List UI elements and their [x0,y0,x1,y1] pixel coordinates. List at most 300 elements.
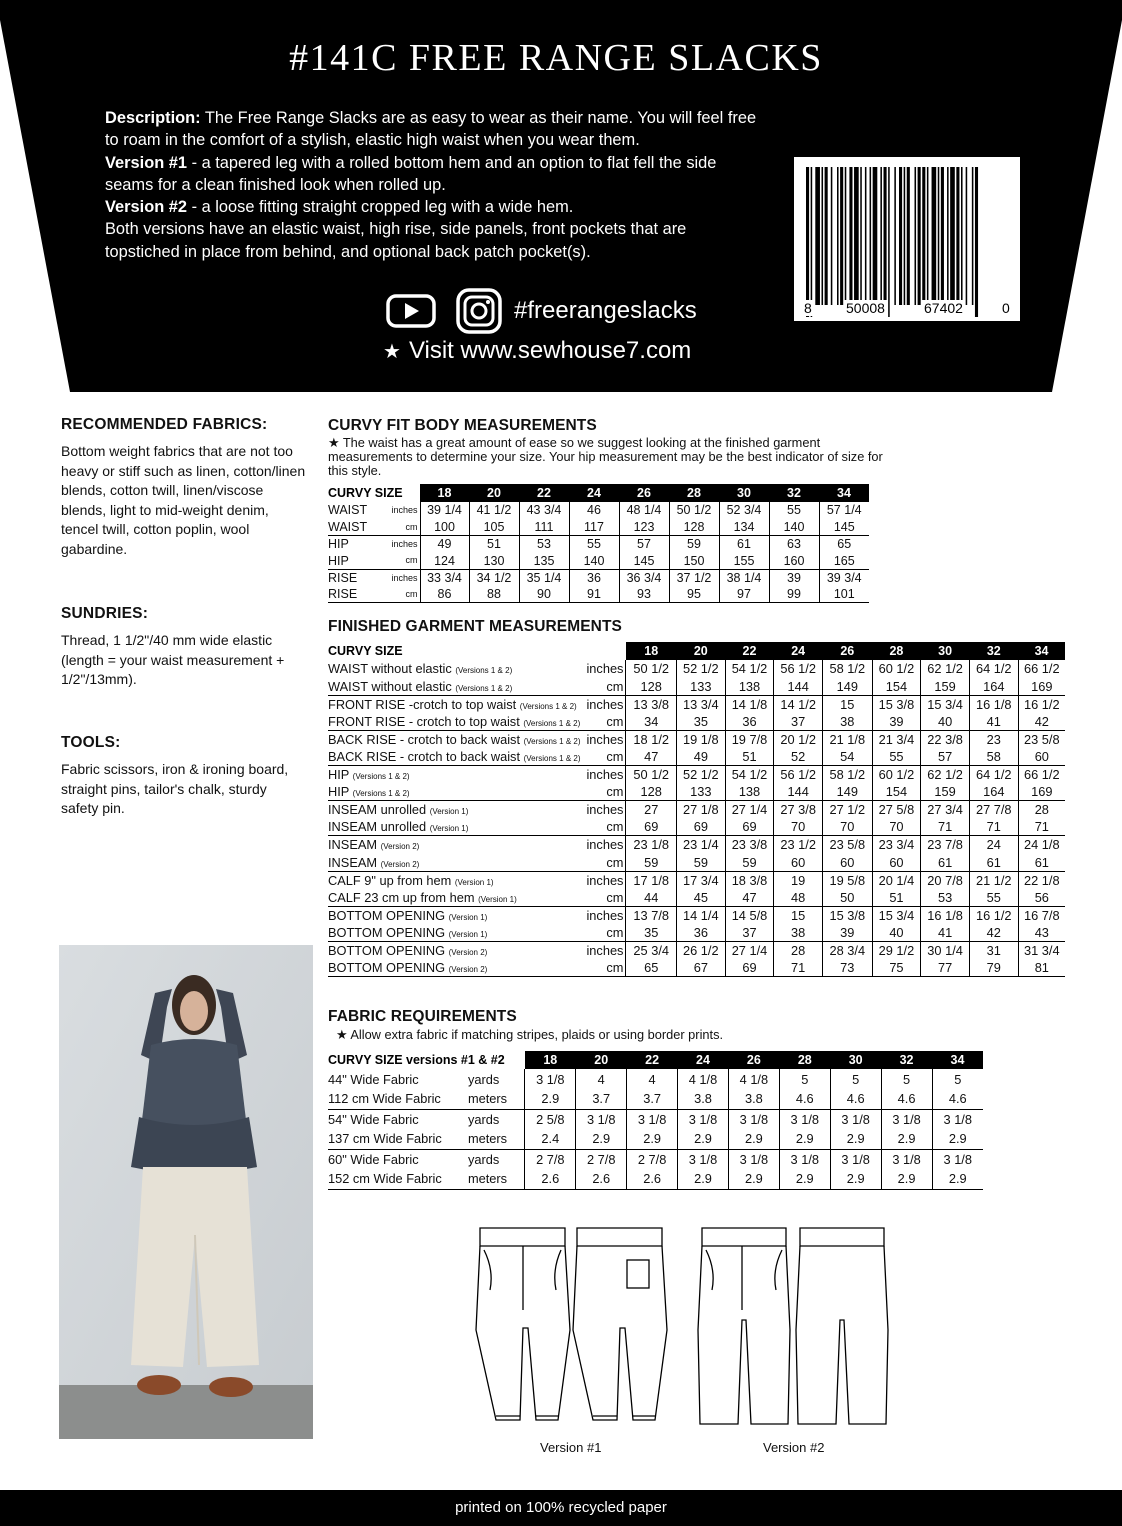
unit-label: inches [586,872,624,888]
table-cell: 15 [823,695,873,713]
table-cell: 14 1/8 [725,695,774,713]
table-cell: 51 [872,889,921,907]
table-cell: 2.9 [932,1169,983,1189]
size-header-row [328,642,1065,660]
table-cell: 145 [619,552,669,569]
table-cell: 2.9 [627,1129,678,1149]
finished-measurements-heading: FINISHED GARMENT MEASUREMENTS [328,618,622,635]
size-col: 28 [779,1051,830,1069]
table-cell: 91 [569,586,619,603]
barcode-bar [899,167,902,305]
table-cell: 3 1/8 [728,1109,779,1129]
table-cell: 30 1/4 [921,942,970,960]
table-cell: 48 [774,889,823,907]
barcode-bar [811,167,813,317]
table-cell: 149 [823,783,873,801]
barcode-bar [870,167,872,305]
row-label: 112 cm Wide Fabric [328,1089,458,1109]
barcode-bar [849,167,852,305]
table-cell: 36 [676,924,725,942]
table-cell: 16 1/8 [921,906,970,924]
table-cell: 88 [469,586,519,603]
size-col: 24 [569,484,619,502]
row-label: INSEAM (Version 2) [328,854,581,872]
sundries-heading: SUNDRIES: [61,605,149,622]
table-cell: 42 [969,924,1018,942]
table-cell: 45 [676,889,725,907]
table-cell: 13 3/8 [626,695,677,713]
table-cell: 23 5/8 [823,836,873,854]
row-label: BOTTOM OPENING (Version 1) [328,907,488,923]
table-cell: 39 1/4 [420,502,469,519]
table-cell: 37 [725,924,774,942]
table-cell: 54 [823,748,873,766]
table-cell: 138 [725,678,774,696]
table-cell: 29 1/2 [872,942,921,960]
table-cell: 35 [676,713,725,731]
table-cell: 52 1/2 [676,766,725,784]
table-cell: 3 1/8 [728,1149,779,1169]
table-cell: 2.9 [678,1169,729,1189]
table-cell: 35 [626,924,677,942]
row-label: WAIST without elastic (Versions 1 & 2) [328,661,513,677]
table-cell: 86 [420,586,469,603]
footer: printed on 100% recycled paper [0,1490,1122,1526]
table-cell: 124 [420,552,469,569]
table-cell: 16 1/2 [1018,695,1065,713]
table-cell: 71 [1018,818,1065,836]
unit-label: cm [581,959,626,977]
size-col: 28 [669,484,719,502]
table-cell: 27 [626,801,677,819]
table-cell: 54 1/2 [725,766,774,784]
table-row [328,801,1065,819]
table-cell: 19 7/8 [725,730,774,748]
table-cell: 18 3/8 [725,871,774,889]
social-row [386,288,697,334]
finished-measurements-table [328,642,1065,977]
table-cell: 48 1/4 [619,502,669,519]
table-cell: 38 [823,713,873,731]
table-cell: 43 3/4 [519,502,569,519]
barcode-bar [815,167,820,305]
table-cell: 27 1/4 [725,801,774,819]
table-cell: 59 [725,854,774,872]
table-cell: 60 1/2 [872,766,921,784]
table-cell: 3.8 [678,1089,729,1109]
barcode-digit-2: 50008 [846,300,885,316]
table-cell: 2.6 [627,1169,678,1189]
size-col: 26 [619,484,669,502]
table-row [328,924,1065,942]
unit-label: inches [586,943,624,959]
table-cell: 13 7/8 [626,906,677,924]
size-label: CURVY SIZE [328,642,626,660]
row-label: HIP (Versions 1 & 2) [328,783,581,801]
table-cell: 41 [969,713,1018,731]
table-cell: 90 [519,586,569,603]
both-versions-text: Both versions have an elastic waist, high rise, side panels, front pockets that are topstiched in place from behind, and optional back patch pocket(s). [105,220,687,261]
table-cell: 15 3/8 [872,695,921,713]
table-cell: 57 [921,748,970,766]
size-col: 18 [420,484,469,502]
table-cell: 41 1/2 [469,502,519,519]
table-cell: 59 [676,854,725,872]
unit-label: inches [586,837,624,853]
version2-label: Version #2 [105,198,188,217]
table-cell: 65 [626,959,677,977]
row-label: INSEAM unrolled (Version 1) [328,802,469,818]
unit-label: cm [581,854,626,872]
table-cell: 117 [569,519,619,536]
barcode-bar [837,167,839,305]
table-cell: 24 [969,836,1018,854]
table-cell: 55 [569,536,619,553]
table-cell: 53 [921,889,970,907]
size-col: 32 [969,642,1018,660]
size-col: 32 [769,484,819,502]
table-row [328,1109,983,1129]
table-cell: 28 [1018,801,1065,819]
table-cell: 70 [872,818,921,836]
table-cell: 24 1/8 [1018,836,1065,854]
table-cell: 21 3/4 [872,730,921,748]
table-cell: 19 [774,871,823,889]
table-cell: 3 1/8 [830,1109,881,1129]
table-cell: 2.9 [830,1129,881,1149]
table-cell: 39 [872,713,921,731]
barcode-bar [950,167,955,305]
version2-text: - a loose fitting straight cropped leg with a wide hem. [187,198,574,217]
table-cell: 52 3/4 [719,502,769,519]
barcode-bar [904,167,906,305]
table-cell: 59 [626,854,677,872]
table-cell: 2 7/8 [576,1149,627,1169]
barcode-bar [888,167,890,317]
table-cell: 67 [676,959,725,977]
unit-label: yards [467,1111,500,1127]
table-cell: 5 [932,1069,983,1089]
table-cell: 42 [1018,713,1065,731]
table-row [328,678,1065,696]
table-cell: 71 [774,959,823,977]
size-col: 22 [627,1051,678,1069]
size-header-row [328,1051,983,1069]
barcode-numbers [800,300,1015,318]
barcode-bar [938,167,940,305]
table-cell: 128 [626,783,677,801]
table-cell: 154 [872,678,921,696]
table-cell: 2.9 [932,1129,983,1149]
table-cell: 54 1/2 [725,660,774,678]
table-cell: 97 [719,586,769,603]
table-cell: 35 1/4 [519,569,569,586]
unit-label: inches [586,767,624,783]
table-cell: 3 1/8 [779,1109,830,1129]
table-cell: 60 [872,854,921,872]
table-cell: 4 1/8 [678,1069,729,1089]
table-row [328,766,1065,784]
table-cell: 71 [921,818,970,836]
barcode-digit-1: 8 [804,300,812,316]
row-label: CALF 9" up from hem (Version 1) [328,872,494,888]
table-cell: 38 1/4 [719,569,769,586]
version2-front-drawing [698,1228,790,1424]
table-cell: 20 1/2 [774,730,823,748]
table-cell: 69 [676,818,725,836]
website-link[interactable] [383,337,691,365]
table-cell: 2.9 [678,1129,729,1149]
table-cell: 140 [569,552,619,569]
unit-label: inches [586,907,624,923]
row-label: FRONT RISE -crotch to top waist (Versions 1 & 2) [328,696,577,712]
table-cell: 64 1/2 [969,766,1018,784]
table-cell: 149 [823,678,873,696]
table-row [328,889,1065,907]
table-cell: 81 [1018,959,1065,977]
table-row [328,586,869,603]
table-row [328,818,1065,836]
barcode-bar [840,167,843,305]
table-cell: 159 [921,678,970,696]
model-photo [59,945,313,1439]
table-cell: 15 [774,906,823,924]
table-row [328,536,869,553]
table-cell: 38 [774,924,823,942]
table-cell: 27 7/8 [969,801,1018,819]
table-cell: 19 5/8 [823,871,873,889]
table-cell: 71 [969,818,1018,836]
table-cell: 5 [779,1069,830,1089]
table-cell: 52 1/2 [676,660,725,678]
table-cell: 39 [823,924,873,942]
size-label: CURVY SIZE [328,484,420,502]
version1-back-drawing [573,1228,667,1420]
table-cell: 33 3/4 [420,569,469,586]
table-cell: 55 [969,889,1018,907]
table-cell: 17 1/8 [626,871,677,889]
table-cell: 140 [769,519,819,536]
version2-back-drawing [796,1228,888,1424]
table-cell: 3 1/8 [678,1149,729,1169]
unit-label: cm [581,713,626,731]
size-col: 18 [525,1051,576,1069]
row-label: BACK RISE - crotch to back waist (Versions 1 & 2) [328,749,581,765]
table-cell: 128 [626,678,677,696]
barcode-bar [825,167,828,305]
table-cell: 13 3/4 [676,695,725,713]
unit-label: cm [581,818,626,836]
table-cell: 37 1/2 [669,569,719,586]
unit-label: cm [581,783,626,801]
unit-label: inches [586,802,624,818]
table-cell: 23 1/2 [774,836,823,854]
barcode-bar [884,167,887,305]
version1-front-drawing [476,1228,570,1420]
table-row [328,748,1065,766]
star-icon: ★ [336,1027,348,1042]
table-cell: 3.7 [576,1089,627,1109]
table-cell: 14 5/8 [725,906,774,924]
body-measurements-table [328,484,869,603]
table-cell: 4.6 [779,1089,830,1109]
table-cell: 39 3/4 [819,569,869,586]
row-label: BOTTOM OPENING (Version 1) [328,924,581,942]
website-text: Visit www.sewhouse7.com [408,337,692,364]
row-label: RISE inches [328,570,418,585]
table-cell: 58 [969,748,1018,766]
barcode-bar [831,167,833,305]
table-cell: 4 1/8 [728,1069,779,1089]
table-cell: 2 7/8 [627,1149,678,1169]
table-cell: 159 [921,783,970,801]
table-cell: 4.6 [932,1089,983,1109]
table-cell: 56 [1018,889,1065,907]
technical-drawings [470,1220,890,1442]
table-cell: 130 [469,552,519,569]
table-cell: 2.4 [525,1129,576,1149]
row-label: 137 cm Wide Fabric [328,1129,458,1149]
size-col: 26 [823,642,873,660]
table-cell: 70 [823,818,873,836]
row-label: 44" Wide Fabric [328,1071,419,1087]
hashtag[interactable]: #freerangeslacks [514,297,697,324]
table-cell: 101 [819,586,869,603]
table-cell: 20 7/8 [921,871,970,889]
table-cell: 28 [774,942,823,960]
barcode [793,156,1021,322]
table-cell: 23 [969,730,1018,748]
table-cell: 19 1/8 [676,730,725,748]
table-cell: 2.9 [779,1169,830,1189]
size-col: 24 [774,642,823,660]
barcode-bar [956,167,959,305]
version2-caption: Version #2 [763,1440,825,1455]
row-label: INSEAM unrolled (Version 1) [328,818,581,836]
table-cell: 100 [420,519,469,536]
table-row [328,1129,983,1149]
table-cell: 44 [626,889,677,907]
table-cell: 144 [774,678,823,696]
unit-label: inches [586,661,624,677]
table-cell: 134 [719,519,769,536]
table-cell: 52 [774,748,823,766]
barcode-bar [947,167,949,305]
table-row [328,1149,983,1169]
fabric-requirements-table [328,1051,983,1190]
table-cell: 60 1/2 [872,660,921,678]
size-col: 18 [626,642,677,660]
table-cell: 2.9 [576,1129,627,1149]
size-col: 34 [819,484,869,502]
table-cell: 57 1/4 [819,502,869,519]
description-label: Description: [105,109,201,127]
table-cell: 21 1/8 [823,730,873,748]
table-cell: 3 1/8 [779,1149,830,1169]
unit-label: cm [581,678,626,696]
row-label: BOTTOM OPENING (Version 2) [328,943,488,959]
table-row [328,569,869,586]
table-cell: 62 1/2 [921,660,970,678]
table-cell: 150 [669,552,719,569]
table-cell: 43 [1018,924,1065,942]
table-cell: 3 1/8 [627,1109,678,1129]
table-cell: 14 1/2 [774,695,823,713]
table-cell: 3 1/8 [881,1149,932,1169]
table-cell: 2.6 [525,1169,576,1189]
table-cell: 2.9 [728,1129,779,1149]
row-label: CALF 23 cm up from hem (Version 1) [328,889,581,907]
size-header-row [328,484,869,502]
row-label: 152 cm Wide Fabric [328,1169,458,1189]
table-cell: 2.6 [576,1169,627,1189]
row-label: INSEAM (Version 2) [328,837,420,853]
size-col: 34 [1018,642,1065,660]
table-cell: 56 1/2 [774,660,823,678]
table-cell: 128 [669,519,719,536]
body-measurements-note [328,436,888,478]
row-label: BACK RISE - crotch to back waist (Versions 1 & 2) [328,731,581,747]
table-cell: 27 1/8 [676,801,725,819]
row-label: HIP cm [328,552,420,569]
description [105,107,765,263]
body-measurements-heading: CURVY FIT BODY MEASUREMENTS [328,417,597,434]
unit-label: yards [467,1071,500,1087]
table-row [328,854,1065,872]
fabric-requirements-note [336,1028,896,1042]
row-label: WAIST without elastic (Versions 1 & 2) [328,678,581,696]
barcode-digit-3: 67402 [924,300,963,316]
table-cell: 4 [576,1069,627,1089]
table-cell: 4 [627,1069,678,1089]
table-cell: 27 1/4 [725,942,774,960]
table-cell: 66 1/2 [1018,660,1065,678]
table-cell: 49 [676,748,725,766]
barcode-bar [854,167,859,305]
table-cell: 3 1/8 [525,1069,576,1089]
version1-text: - a tapered leg with a rolled bottom hem and an option to flat fell the side seams for a clean finished look when rolled up. [105,153,717,194]
table-cell: 2.9 [881,1169,932,1189]
table-cell: 51 [469,536,519,553]
pattern-title: #141C FREE RANGE SLACKS [289,37,823,79]
unit-label: inches [586,696,624,712]
table-cell: 123 [619,519,669,536]
youtube-icon[interactable] [386,291,436,331]
row-label: HIP (Versions 1 & 2) [328,767,410,783]
table-cell: 4.6 [830,1089,881,1109]
table-cell: 57 [619,536,669,553]
table-row [328,519,869,536]
table-cell: 73 [823,959,873,977]
table-cell: 27 3/8 [774,801,823,819]
barcode-bar [966,167,968,305]
row-label: WAIST cm [328,519,420,536]
table-cell: 3 1/8 [932,1109,983,1129]
table-cell: 28 3/4 [823,942,873,960]
table-cell: 93 [619,586,669,603]
barcode-bar [880,167,882,305]
table-row [328,1069,983,1089]
size-col: 22 [519,484,569,502]
barcode-bar [822,167,824,305]
table-cell: 164 [969,678,1018,696]
table-row [328,959,1065,977]
table-cell: 111 [519,519,569,536]
size-col: 20 [469,484,519,502]
table-cell: 36 3/4 [619,569,669,586]
table-cell: 3 1/8 [881,1109,932,1129]
instagram-icon[interactable] [454,291,504,331]
